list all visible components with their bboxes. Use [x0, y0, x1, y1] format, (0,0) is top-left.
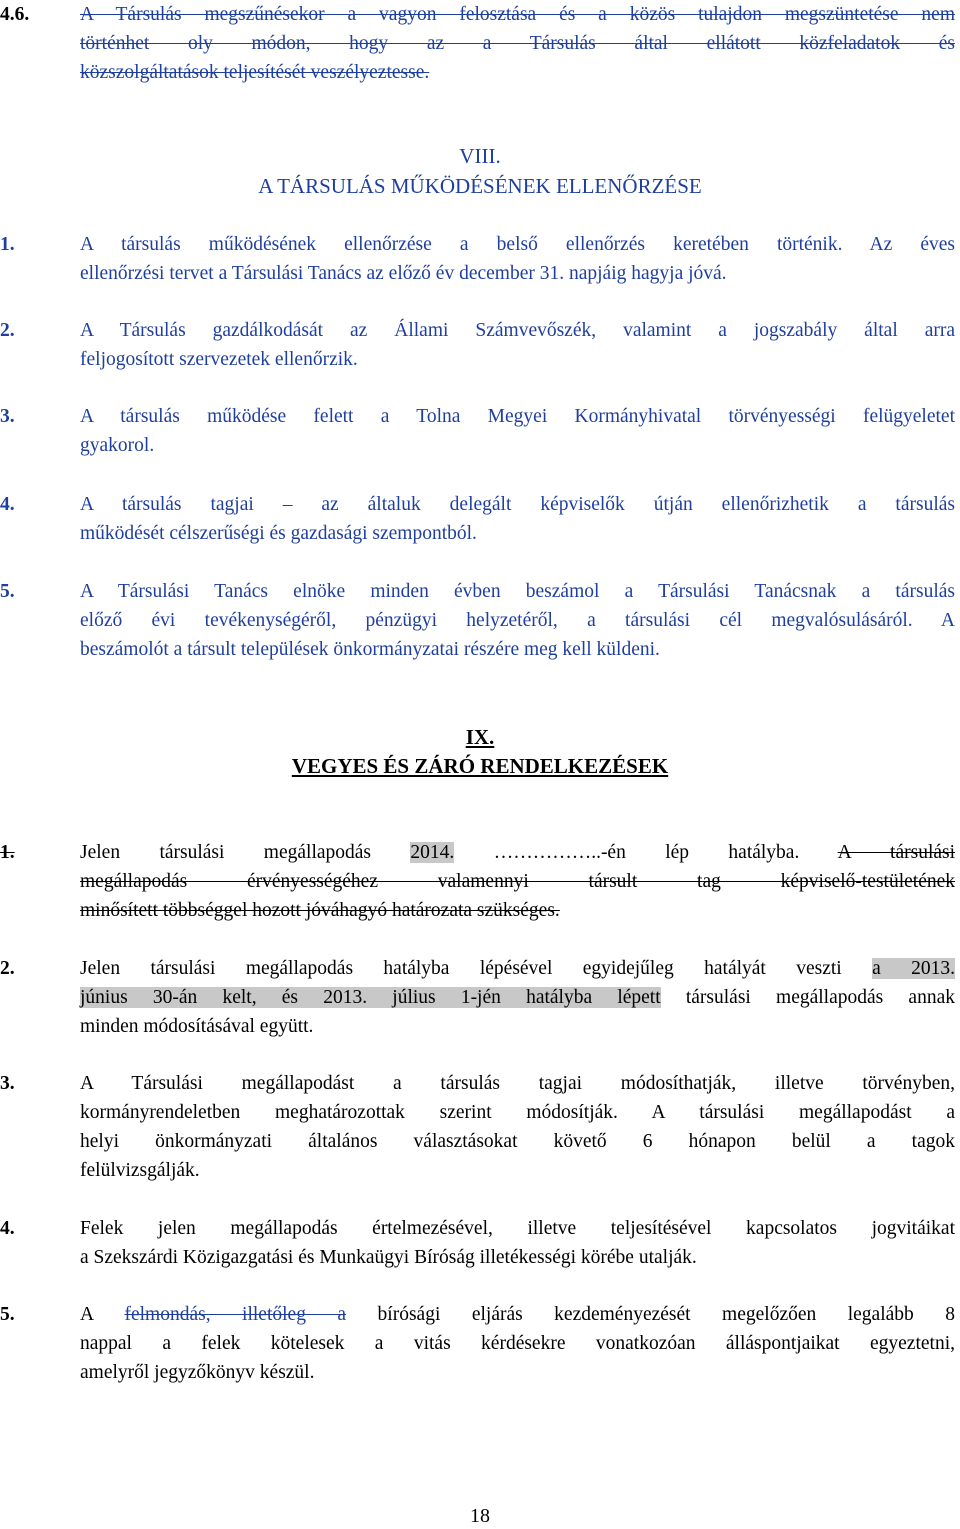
text-fragment: Jelen társulási megállapodás hatályba lépésével egyidejűleg hatályát veszti — [80, 958, 842, 979]
paragraph-line — [80, 983, 955, 1012]
paragraph-line: A Társulási Tanács elnöke minden évben beszámol a Társulási Tanácsnak a társulás — [80, 581, 955, 602]
paragraph-line: ellenőrzési tervet a Társulási Tanács az előző év december 31. napjáig hagyja jóvá. — [80, 263, 727, 284]
paragraph-line: nappal a felek kötelesek a vitás kérdésekre vonatkozóan álláspontjaikat egyeztetni, — [80, 1333, 955, 1354]
paragraph-line: amelyről jegyzőkönyv készül. — [80, 1362, 315, 1383]
chapter-viii-roman: VIII. — [459, 144, 501, 168]
chapter-ix-item-5 — [0, 1300, 955, 1387]
highlighted-date: 2014. — [410, 842, 455, 863]
paragraph-line: A társulás tagjai – az általuk delegált képviselők útján ellenőrizhetik a társulás — [80, 494, 955, 515]
chapter-ix-item-3 — [0, 1069, 955, 1185]
item-number: 1. — [0, 842, 15, 863]
text-fragment: Jelen társulási megállapodás — [80, 842, 372, 863]
paragraph-line — [80, 838, 955, 867]
paragraph-line — [80, 954, 955, 983]
item-number: 2. — [0, 320, 15, 341]
chapter-viii-item-4 — [0, 490, 955, 548]
paragraph-line: feljogosított szervezetek ellenőrzik. — [80, 349, 358, 370]
paragraph-line: A Társulási megállapodást a társulás tagjai módosíthatják, illetve törvényben, — [80, 1073, 955, 1094]
paragraph-line: felülvizsgálják. — [80, 1160, 200, 1181]
item-number: 3. — [0, 1073, 15, 1094]
paragraph-line: a Szekszárdi Közigazgatási és Munkaügyi Bíróság illetékességi körébe utalják. — [80, 1247, 697, 1268]
paragraph-line: A társulás működése felett a Tolna Megyei Kormányhivatal törvényességi felügyeletet — [80, 406, 955, 427]
paragraph-line: A Társulás megszűnésekor a vagyon felosztása és a közös tulajdon megszüntetése nem — [80, 4, 955, 25]
paragraph-line: A társulás működésének ellenőrzése a belső ellenőrzés keretében történik. Az éves — [80, 234, 955, 255]
highlighted-text: a 2013. — [872, 958, 956, 979]
item-number: 2. — [0, 958, 15, 979]
paragraph-line: helyi önkormányzati általános választásokat követő 6 hónapon belül a tagok — [80, 1131, 955, 1152]
chapter-viii-item-3 — [0, 402, 955, 460]
chapter-ix-roman: IX. — [465, 725, 495, 749]
struck-text: A társulási — [837, 842, 956, 863]
paragraph-line: előző évi tevékenységéről, pénzügyi helyzetéről, a társulási cél megvalósulásáról. A — [80, 610, 955, 631]
paragraph-line: kormányrendeletben meghatározottak szerint módosítják. A társulási megállapodást a — [80, 1102, 955, 1123]
item-number: 3. — [0, 406, 15, 427]
struck-text: felmondás, illetőleg a — [124, 1304, 347, 1325]
text-fragment: ……………..-én lép hatályba. — [493, 842, 800, 863]
highlighted-text: június 30-án kelt, és 2013. július 1-jén hatályba lépett — [80, 987, 661, 1008]
text-fragment: társulási megállapodás annak — [685, 987, 955, 1008]
item-number: 5. — [0, 581, 15, 602]
section-4-6 — [0, 0, 955, 87]
paragraph-line: A Társulás gazdálkodását az Állami Számvevőszék, valamint a jogszabály által arra — [80, 320, 955, 341]
item-number: 4. — [0, 1218, 15, 1239]
chapter-ix-title: VEGYES ÉS ZÁRÓ RENDELKEZÉSEK — [291, 754, 669, 778]
page-number: 18 — [470, 1505, 490, 1527]
paragraph-line — [80, 1300, 955, 1329]
chapter-viii-item-2 — [0, 316, 955, 374]
item-number: 4. — [0, 494, 15, 515]
item-number: 5. — [0, 1304, 15, 1325]
text-fragment: bírósági eljárás kezdeményezését megelőzően legalább 8 — [377, 1304, 955, 1325]
chapter-viii-item-5 — [0, 577, 955, 664]
paragraph-line: beszámolót a társult települések önkormányzatai részére meg kell küldeni. — [80, 639, 660, 660]
paragraph-line: Felek jelen megállapodás értelmezésével, illetve teljesítésével kapcsolatos jogvitáikat — [80, 1218, 955, 1239]
paragraph-line: működését célszerűségi és gazdasági szempontból. — [80, 523, 477, 544]
item-number: 1. — [0, 234, 15, 255]
struck-line: minősített többséggel hozott jóváhagyó határozata szükséges. — [80, 900, 560, 921]
paragraph-line: közszolgáltatások teljesítését veszélyeztesse. — [80, 62, 430, 83]
chapter-ix-item-4 — [0, 1214, 955, 1272]
paragraph-line: minden módosításával együtt. — [80, 1016, 314, 1037]
paragraph-line: történhet oly módon, hogy az a Társulás által ellátott közfeladatok és — [80, 33, 955, 54]
text-fragment: A — [80, 1304, 94, 1325]
section-number: 4.6. — [0, 4, 30, 25]
paragraph-line: gyakorol. — [80, 435, 155, 456]
chapter-viii-title: A TÁRSULÁS MŰKÖDÉSÉNEK ELLENŐRZÉSE — [258, 174, 702, 198]
struck-line: megállapodás érvényességéhez valamennyi társult tag képviselő-testületének — [80, 871, 955, 892]
chapter-viii-item-1 — [0, 230, 955, 288]
chapter-ix-item-2 — [0, 954, 956, 1041]
chapter-ix-item-1 — [0, 838, 956, 925]
